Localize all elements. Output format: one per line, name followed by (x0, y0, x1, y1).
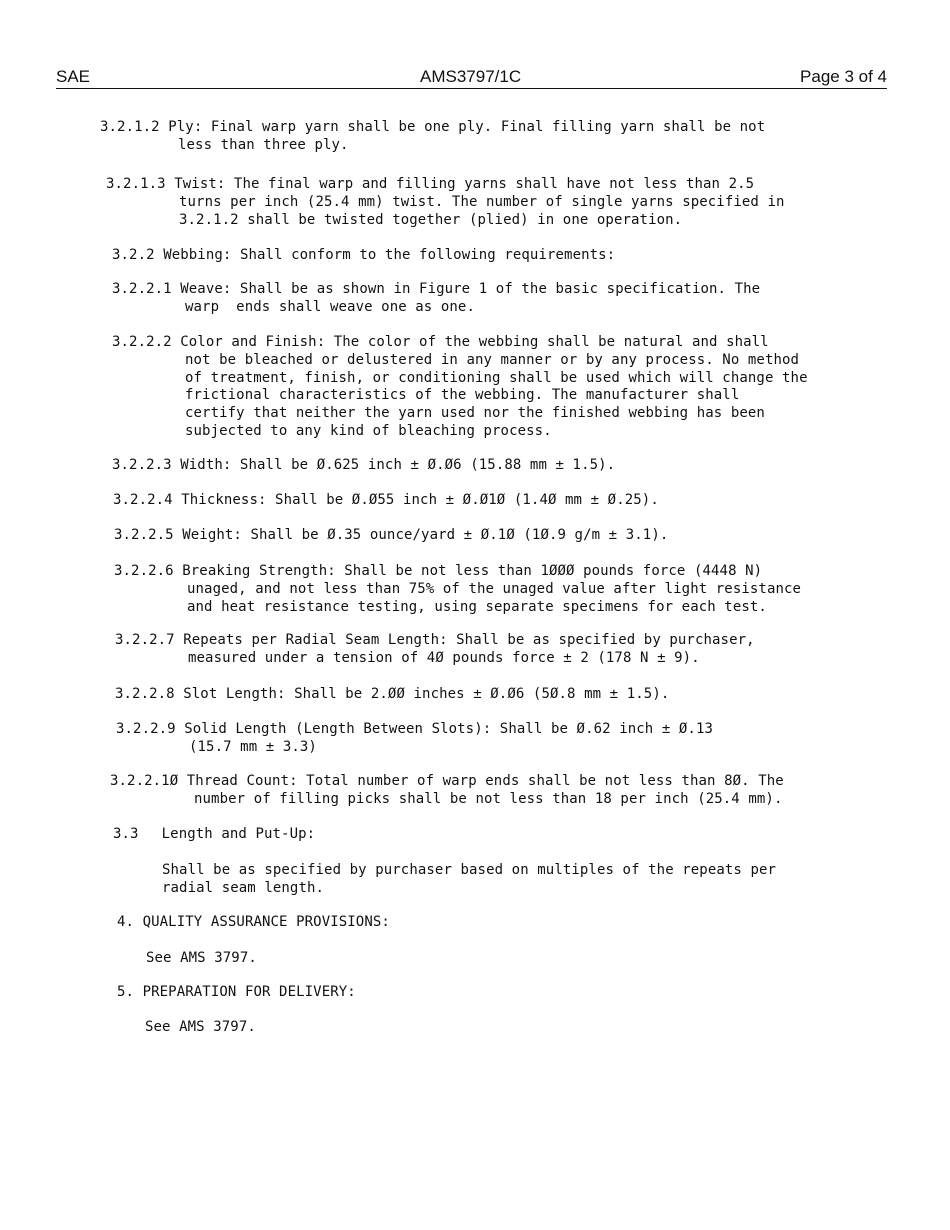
section-4-body (146, 950, 257, 968)
section-text-line: measured under a tension of 4Ø pounds force ± 2 (178 N ± 9). (188, 650, 700, 666)
page-header (56, 66, 887, 89)
section-3-2-1-3-continuation (179, 194, 785, 229)
section-text-line: unaged, and not less than 75% of the unaged value after light resistance (187, 581, 802, 597)
section-text-line: certify that neither the yarn used nor the finished webbing has been (185, 405, 765, 422)
section-text-line: warp ends shall weave one as one. (185, 299, 475, 315)
section-text-line: (15.7 mm ± 3.3) (189, 739, 317, 755)
section-number: 3.2.2.1Ø (110, 773, 179, 789)
section-3-2-2-2 (112, 334, 769, 352)
section-number: 3.2.2.2 (112, 334, 172, 350)
section-text-line: Thread Count: Total number of warp ends shall be not less than 8Ø. The (186, 773, 784, 789)
header-document-number: AMS3797/1C (420, 67, 522, 86)
section-text-line: Width: Shall be Ø.625 inch ± Ø.Ø6 (15.88 mm ± 1.5). (180, 457, 616, 473)
section-3-2-2-5 (114, 527, 668, 545)
section-3-2-2-8 (115, 686, 669, 704)
section-3-2-2-9-continuation (189, 739, 317, 757)
section-text-line: Breaking Strength: Shall be not less than 1ØØØ pounds force (4448 N) (182, 563, 763, 579)
section-text-line: 3.2.1.2 shall be twisted together (plied) in one operation. (179, 211, 683, 228)
section-text-line: See AMS 3797. (145, 1019, 256, 1035)
section-text-line: Repeats per Radial Seam Length: Shall be as specified by purchaser, (183, 632, 755, 648)
section-title: PREPARATION FOR DELIVERY: (142, 984, 356, 1000)
section-text-line: Weight: Shall be Ø.35 ounce/yard ± Ø.1Ø (1Ø.9 g/m ± 3.1). (182, 527, 669, 543)
section-number: 3.2.2.1 (112, 281, 172, 297)
section-3-2-2-6-continuation (187, 581, 801, 616)
section-number: 3.2.2.4 (113, 492, 173, 508)
section-number: 5. (117, 984, 135, 1000)
section-3-2-1-2 (100, 119, 765, 137)
section-3-2-2-1 (112, 281, 760, 299)
section-5 (117, 984, 356, 1002)
section-number: 4. (117, 914, 135, 930)
section-number: 3.2.2.7 (115, 632, 175, 648)
section-3-2-2-2-continuation (185, 352, 808, 441)
section-title: QUALITY ASSURANCE PROVISIONS: (142, 914, 390, 930)
section-3-2-2-7 (115, 632, 755, 650)
section-3-2-2-6 (114, 563, 762, 581)
section-3-2-2-1-continuation (185, 299, 475, 317)
section-text-line: not be bleached or delustered in any manner or by any process. No method (185, 352, 800, 368)
header-organization: SAE (56, 67, 91, 86)
section-3-2-2 (112, 247, 615, 265)
section-3-2-2-4 (113, 492, 659, 510)
section-text-line: See AMS 3797. (146, 950, 257, 966)
section-text-line: subjected to any kind of bleaching process. (185, 422, 552, 439)
section-3-2-1-3 (106, 176, 754, 194)
section-number: 3.2.2 (112, 247, 155, 263)
section-text-line: Shall be as specified by purchaser based on multiples of the repeats per (162, 862, 777, 878)
section-text-line: Color and Finish: The color of the webbing shall be natural and shall (180, 334, 769, 350)
section-text-line: of treatment, finish, or conditioning shall be used which will change the (185, 369, 808, 386)
section-3-3-body (162, 862, 776, 897)
section-3-2-2-3 (112, 457, 615, 475)
section-3-3 (113, 826, 315, 844)
section-4 (117, 914, 390, 932)
section-text-line: Twist: The final warp and filling yarns shall have not less than 2.5 (174, 176, 755, 192)
section-text-line: Webbing: Shall conform to the following requirements: (163, 247, 616, 263)
section-3-2-2-10-continuation (194, 791, 782, 809)
section-text-line: number of filling picks shall be not less than 18 per inch (25.4 mm). (194, 791, 783, 807)
section-3-2-2-10 (110, 773, 784, 791)
section-title: Length and Put-Up: (161, 826, 316, 842)
section-3-2-2-7-continuation (188, 650, 700, 668)
section-5-body (145, 1019, 256, 1037)
section-text-line: turns per inch (25.4 mm) twist. The number of single yarns specified in (179, 194, 785, 210)
header-page-number: Page 3 of 4 (800, 67, 887, 86)
section-number: 3.2.2.3 (112, 457, 172, 473)
section-text-line: Thickness: Shall be Ø.Ø55 inch ± Ø.Ø1Ø (1.4Ø mm ± Ø.25). (181, 492, 659, 508)
section-text-line: and heat resistance testing, using separate specimens for each test. (187, 598, 767, 615)
section-text-line: Ply: Final warp yarn shall be one ply. Final filling yarn shall be not (168, 119, 766, 135)
section-text-line: less than three ply. (178, 137, 349, 153)
section-number: 3.2.2.6 (114, 563, 174, 579)
section-number: 3.2.2.5 (114, 527, 174, 543)
section-3-2-2-9 (116, 721, 713, 739)
section-number: 3.2.2.9 (116, 721, 176, 737)
section-number: 3.3 (113, 826, 139, 842)
section-text-line: Weave: Shall be as shown in Figure 1 of the basic specification. The (180, 281, 761, 297)
section-number: 3.2.2.8 (115, 686, 175, 702)
section-text-line: Slot Length: Shall be 2.ØØ inches ± Ø.Ø6 (5Ø.8 mm ± 1.5). (183, 686, 670, 702)
section-number: 3.2.1.2 (100, 119, 160, 135)
section-text-line: frictional characteristics of the webbing. The manufacturer shall (185, 387, 740, 404)
section-text-line: Solid Length (Length Between Slots): Shall be Ø.62 inch ± Ø.13 (184, 721, 714, 737)
section-text-line: radial seam length. (162, 879, 325, 896)
section-number: 3.2.1.3 (106, 176, 166, 192)
section-3-2-1-2-continuation (178, 137, 349, 155)
